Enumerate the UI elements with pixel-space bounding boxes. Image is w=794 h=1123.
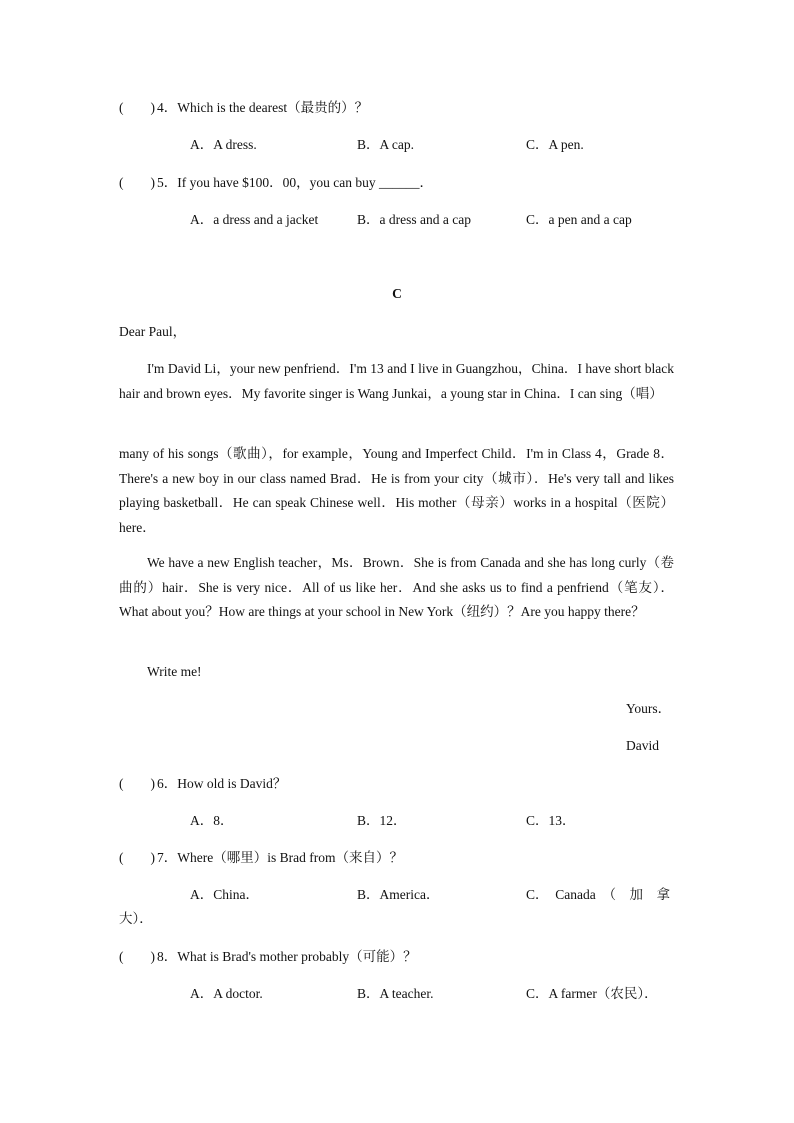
letter-paragraph-1a: I'm David Li，your new penfriend．I'm 13 and I live in Guangzhou，China．I have short black hair and brown eyes．My favorite singer is Wang Junkai，a young star in China．I can sing（唱） <box>119 361 674 401</box>
answer-paren[interactable]: ( ) <box>119 850 155 865</box>
q4-option-b[interactable]: B．A cap. <box>357 137 414 152</box>
question-text: 7．Where（哪里）is Brad from（来自）？ <box>157 850 403 865</box>
letter-paragraph-1b: many of his songs（歌曲），for example，Young and Imperfect Child．I'm in Class 4，Grade 8．There's a new boy in our class named Brad．He is from your city（城市）．He's very tall and likes playing basketball．He can speak Chinese well．His mother（母亲）works in a hospital（医院）here． <box>119 446 674 535</box>
q8-option-a[interactable]: A．A doctor. <box>190 986 263 1001</box>
q7-option-c-wrap: 大）． <box>119 911 153 926</box>
question-text: 6．How old is David？ <box>157 776 287 791</box>
letter-greeting: Dear Paul， <box>119 324 187 339</box>
q8-option-b[interactable]: B．A teacher. <box>357 986 434 1001</box>
question-text: 5．If you have $100．00，you can buy ______． <box>157 175 433 190</box>
letter-signature: David <box>626 738 659 753</box>
q5-option-c[interactable]: C．a pen and a cap <box>526 212 632 227</box>
q6-option-a[interactable]: A．8． <box>190 813 234 828</box>
question-8 <box>119 948 417 966</box>
question-text: 4．Which is the dearest（最贵的）？ <box>157 100 369 115</box>
question-5 <box>119 174 433 192</box>
answer-paren[interactable]: ( ) <box>119 175 155 190</box>
letter-paragraph-2: We have a new English teacher，Ms．Brown．She is from Canada and she has long curly（卷曲的）hair．She is very nice．All of us like her．And she asks us to find a penfriend（笔友）．What about you？How are things at your school in New York（纽约）？Are you happy there？ <box>119 555 674 619</box>
q4-option-a[interactable]: A．A dress. <box>190 137 257 152</box>
q4-option-c[interactable]: C．A pen. <box>526 137 584 152</box>
q7-option-c[interactable]: C． Canada （ 加 拿 <box>526 887 670 902</box>
question-4 <box>119 99 368 117</box>
q7-option-b[interactable]: B．America． <box>357 887 440 902</box>
q5-option-a[interactable]: A．a dress and a jacket <box>190 212 319 227</box>
question-6 <box>119 775 286 793</box>
letter-paragraph-3: Write me! <box>147 664 202 679</box>
answer-paren[interactable]: ( ) <box>119 100 155 115</box>
q7-option-a[interactable]: A．China． <box>190 887 259 902</box>
letter-closing: Yours． <box>626 701 672 716</box>
q8-option-c[interactable]: C．A farmer（农民）． <box>526 986 658 1001</box>
q5-option-b[interactable]: B．a dress and a cap <box>357 212 471 227</box>
section-heading: C <box>392 286 402 301</box>
question-7 <box>119 849 403 867</box>
answer-paren[interactable]: ( ) <box>119 949 155 964</box>
q6-option-c[interactable]: C．13． <box>526 813 576 828</box>
q6-option-b[interactable]: B．12． <box>357 813 407 828</box>
answer-paren[interactable]: ( ) <box>119 776 155 791</box>
question-text: 8．What is Brad's mother probably（可能）？ <box>157 949 417 964</box>
